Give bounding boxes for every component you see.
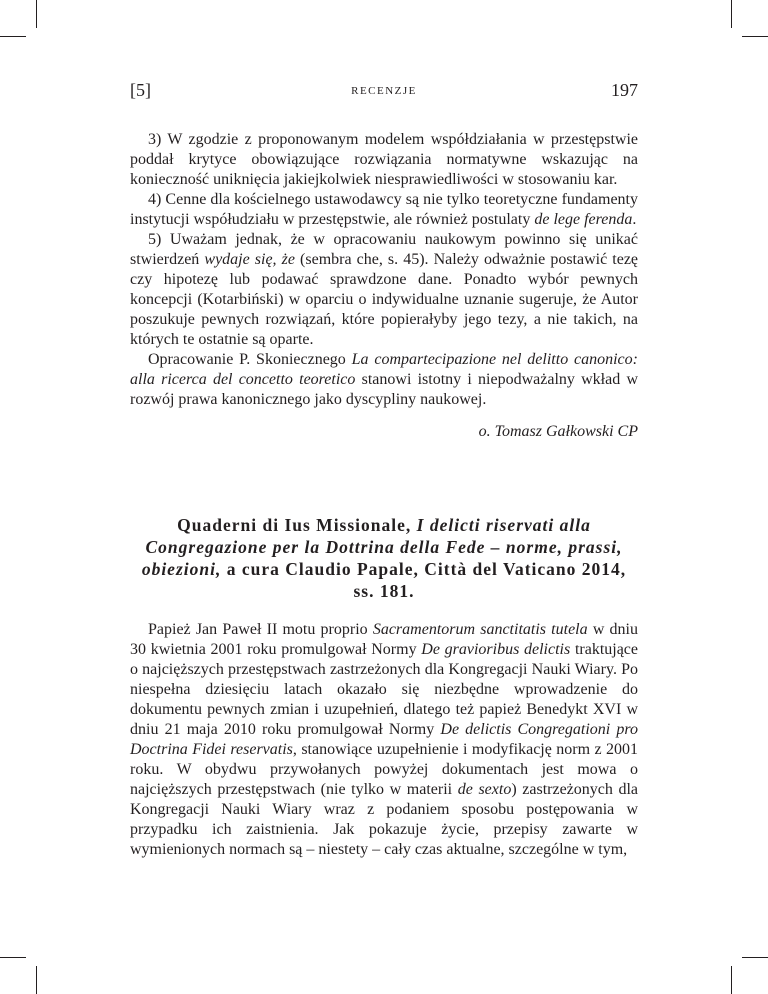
paragraph: Opracowanie P. Skoniecznego La compartecipazione nel delitto canonico: alla ricerca del concetto teoretico stanowi istotny i niepodważalny wkład w rozwój prawa kanonicznego jako dyscypliny naukowej. [130,351,638,408]
paragraph: Papież Jan Paweł II motu proprio Sacramentorum sanctitatis tutela w dniu 30 kwietnia 2001 roku promulgował Normy De gravioribus delictis traktujące o najcięższych przestępstwach zastrzeżonych dla Kongregacji Nauki Wiary. Po niespełna dziesięciu latach okazało się niezbędne wprowadzenie do dokumentu pewnych zmian i uzupełnień, dlatego też papież Benedykt XVI w dniu 21 maja 2010 roku promulgował Normy De delictis Congregationi pro Doctrina Fidei reservatis, stanowiące uzupełnienie i modyfikację norm z 2001 roku. W obydwu przywołanych powyżej dokumentach jest mowa o najcięższych przestępstwach (nie tylko w materii de sexto) zastrzeżonych dla Kongregacji Nauki Wiary wraz z podaniem sposobu postępowania w przypadku ich zaistnienia. Jak pokazuje życie, przepisy zawarte w wymienionych normach są – niestety – cały czas aktualne, szczególne w tym, [130,621,639,858]
crop-mark [0,957,26,958]
crop-mark [0,36,26,37]
review-body [130,620,638,860]
crop-mark [742,957,768,958]
crop-mark [742,36,768,37]
page-number: 197 [611,80,638,100]
crop-mark [36,0,37,28]
paragraph: 5) Uważam jednak, że w opracowaniu naukowym powinno się unikać stwierdzeń wydaje się, że (sembra che, s. 45). Należy odważnie postawić tezę czy hipotezę lub podawać sprawdzone dane. Ponadto wybór pewnych koncepcji (Kotarbiński) w oparciu o indywidualne uznanie sugeruje, że Autor poszukuje pewnych rozwiązań, które popierałyby jego tezy, a nie takich, na których te ostatnie są oparte. [130,231,639,348]
section-marker: [5] [130,80,151,100]
crop-mark [36,966,37,994]
crop-mark [731,0,732,28]
crop-mark [731,966,732,994]
paragraph: 4) Cenne dla kościelnego ustawodawcy są nie tylko teoretyczne fundamenty instytucji współudziału w przestępstwie, ale również postulaty de lege ferenda. [130,191,638,228]
review-signature: o. Tomasz Gałkowski CP [478,423,638,440]
paragraph: 3) W zgodzie z proponowanym modelem współdziałania w przestępstwie poddał krytyce obowiązujące rozwiązania normatywne wskazując na konieczność uniknięcia jakiejkolwiek niesprawiedliwości w stosowaniu kar. [130,131,638,188]
review-body [130,130,638,442]
running-header [130,80,638,104]
review-title: Quaderni di Ius Missionale, I delicti riservati alla Congregazione per la Dottrina della Fede – norme, prassi, obiezioni, a cura Claudio Papale, Città del Vaticano 2014, ss. 181. [141,515,627,601]
running-title: recenzje [351,82,417,98]
